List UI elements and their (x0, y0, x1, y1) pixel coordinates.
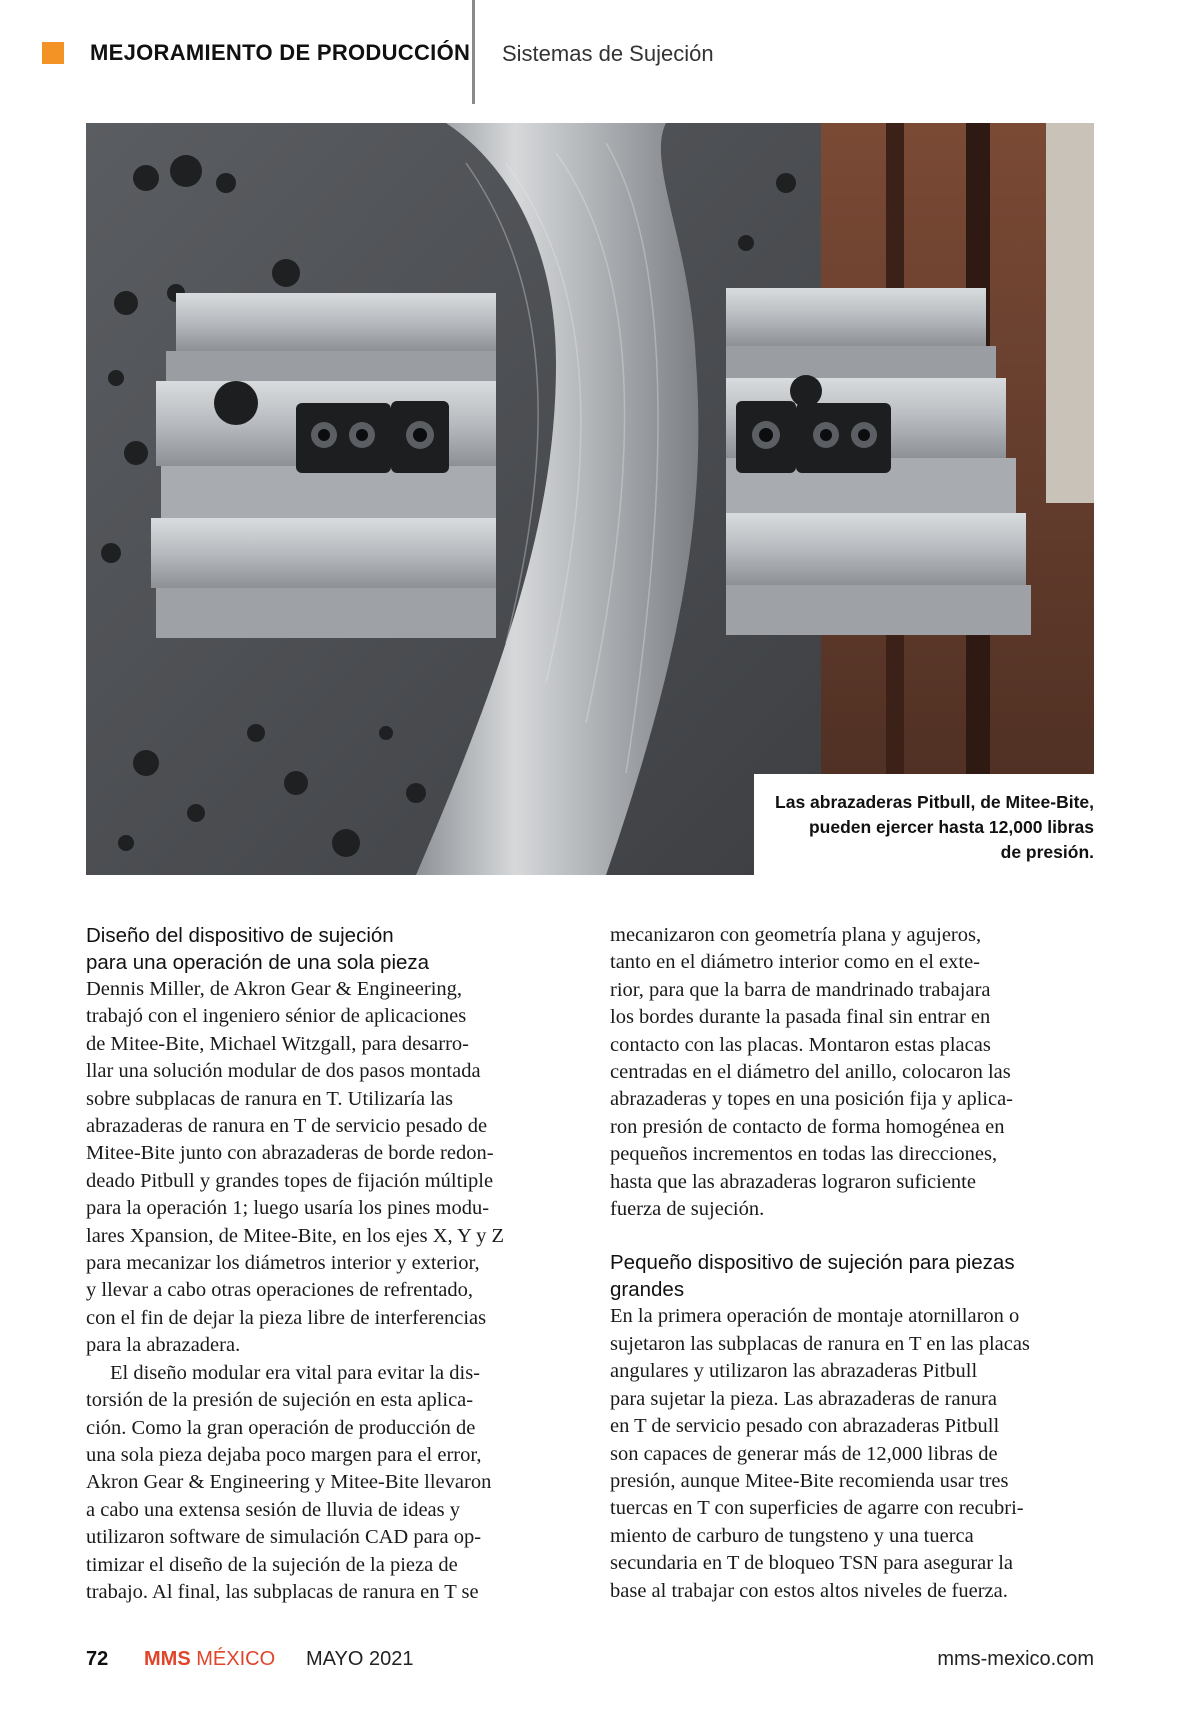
issue-date: MAYO 2021 (306, 1648, 414, 1670)
text-line: y llevar a cabo otras operaciones de refrentado, (86, 1279, 474, 1302)
heading-line: para una operación de una sola pieza (86, 951, 430, 974)
header-divider (472, 0, 475, 104)
text-line: miento de carburo de tungsteno y una tuerca (610, 1524, 974, 1547)
section-heading (610, 1249, 1102, 1303)
text-line: los bordes durante la pasada final sin entrar en (610, 1006, 991, 1029)
body-paragraph (86, 976, 576, 1360)
magazine-name (144, 1648, 275, 1671)
text-line: para la operación 1; luego usaría los pines modu- (86, 1197, 490, 1220)
text-line: trabajó con el ingeniero sénior de aplicaciones (86, 1005, 467, 1028)
text-line: abrazaderas de ranura en T de servicio pesado de (86, 1115, 488, 1138)
magazine-name-rest: MÉXICO (190, 1648, 276, 1670)
text-line: hasta que las abrazaderas lograron suficiente (610, 1170, 976, 1193)
text-line: trabajo. Al final, las subplacas de ranura en T se (86, 1580, 479, 1603)
text-line: mecanizaron con geometría plana y agujeros, (610, 924, 982, 946)
text-line: para mecanizar los diámetros interior y exterior, (86, 1252, 480, 1275)
page-number: 72 (86, 1648, 109, 1670)
section-marker-square (42, 42, 64, 64)
photo-caption (754, 774, 1094, 875)
caption-line: pueden ejercer hasta 12,000 libras (808, 817, 1094, 837)
text-line: utilizaron software de simulación CAD para op- (86, 1526, 482, 1549)
text-line: en T de servicio pesado con abrazaderas Pitbull (610, 1415, 1000, 1438)
text-line: de Mitee-Bite, Michael Witzgall, para desarro- (86, 1032, 470, 1055)
clamping-setup-image (86, 123, 1094, 875)
text-line: con el fin de dejar la pieza libre de interferencias (86, 1306, 487, 1329)
text-line: para sujetar la pieza. Las abrazaderas de ranura (610, 1387, 997, 1410)
body-paragraph (86, 1360, 576, 1607)
text-line: para la abrazadera. (86, 1334, 241, 1357)
text-line: centradas en el diámetro del anillo, colocaron las (610, 1061, 1011, 1084)
text-line: sobre subplacas de ranura en T. Utilizaría las (86, 1087, 453, 1110)
caption-line: de presión. (1000, 842, 1094, 862)
text-line: El diseño modular era vital para evitar la dis- (110, 1361, 481, 1384)
body-paragraph (610, 922, 1102, 1223)
heading-line: grandes (610, 1278, 685, 1302)
text-line: sujetaron las subplacas de ranura en T en las placas (610, 1332, 1030, 1355)
text-line: llar una solución modular de dos pasos montada (86, 1060, 481, 1083)
website-url[interactable]: mms-mexico.com (937, 1648, 1094, 1670)
heading-line: Pequeño dispositivo de sujeción para piezas (610, 1251, 1015, 1275)
page-header (42, 38, 1142, 72)
text-line: rior, para que la barra de mandrinado trabajara (610, 978, 991, 1001)
text-line: Dennis Miller, de Akron Gear & Engineering, (86, 978, 463, 1000)
text-line: son capaces de generar más de 12,000 libras de (610, 1442, 998, 1465)
text-line: presión, aunque Mitee-Bite recomienda usar tres (610, 1469, 1009, 1492)
text-line: base al trabajar con estos altos niveles de fuerza. (610, 1579, 1008, 1602)
right-column (610, 922, 1102, 1605)
text-line: deado Pitbull y grandes topes de fijación múltiple (86, 1169, 494, 1192)
section-topic: Sistemas de Sujeción (502, 41, 714, 66)
text-line: En la primera operación de montaje atornillaron o (610, 1305, 1020, 1328)
section-title: MEJORAMIENTO DE PRODUCCIÓN (90, 40, 471, 65)
body-paragraph (610, 1303, 1102, 1604)
text-line: Akron Gear & Engineering y Mitee-Bite llevaron (86, 1471, 492, 1494)
text-line: tuercas en T con superficies de agarre con recubri- (610, 1497, 1024, 1520)
text-line: pequeños incrementos en todas las direcciones, (610, 1143, 998, 1166)
text-line: tanto en el diámetro interior como en el exte- (610, 951, 980, 974)
heading-line: Diseño del dispositivo de sujeción (86, 924, 394, 947)
section-heading (86, 922, 576, 976)
page-footer (86, 1648, 1094, 1678)
text-line: a cabo una extensa sesión de lluvia de ideas y (86, 1498, 460, 1521)
text-line: contacto con las placas. Montaron estas placas (610, 1033, 991, 1056)
left-column (86, 922, 576, 1606)
article-photo (86, 123, 1094, 875)
text-line: fuerza de sujeción. (610, 1198, 765, 1221)
text-line: ron presión de contacto de forma homogénea en (610, 1115, 1005, 1138)
text-line: abrazaderas y topes en una posición fija y aplica- (610, 1088, 1013, 1111)
text-line: ción. Como la gran operación de producción de (86, 1416, 476, 1439)
text-line: timizar el diseño de la sujeción de la pieza de (86, 1553, 458, 1576)
text-line: lares Xpansion, de Mitee-Bite, en los ejes X, Y y Z (86, 1224, 505, 1247)
text-line: Mitee-Bite junto con abrazaderas de borde redon- (86, 1142, 494, 1165)
text-line: secundaria en T de bloqueo TSN para asegurar la (610, 1552, 1014, 1575)
text-line: torsión de la presión de sujeción en esta aplica- (86, 1389, 474, 1412)
text-line: una sola pieza dejaba poco margen para el error, (86, 1443, 482, 1466)
text-line: angulares y utilizaron las abrazaderas Pitbull (610, 1360, 978, 1383)
magazine-name-bold: MMS (144, 1648, 191, 1670)
caption-line: Las abrazaderas Pitbull, de Mitee-Bite, (775, 792, 1094, 812)
